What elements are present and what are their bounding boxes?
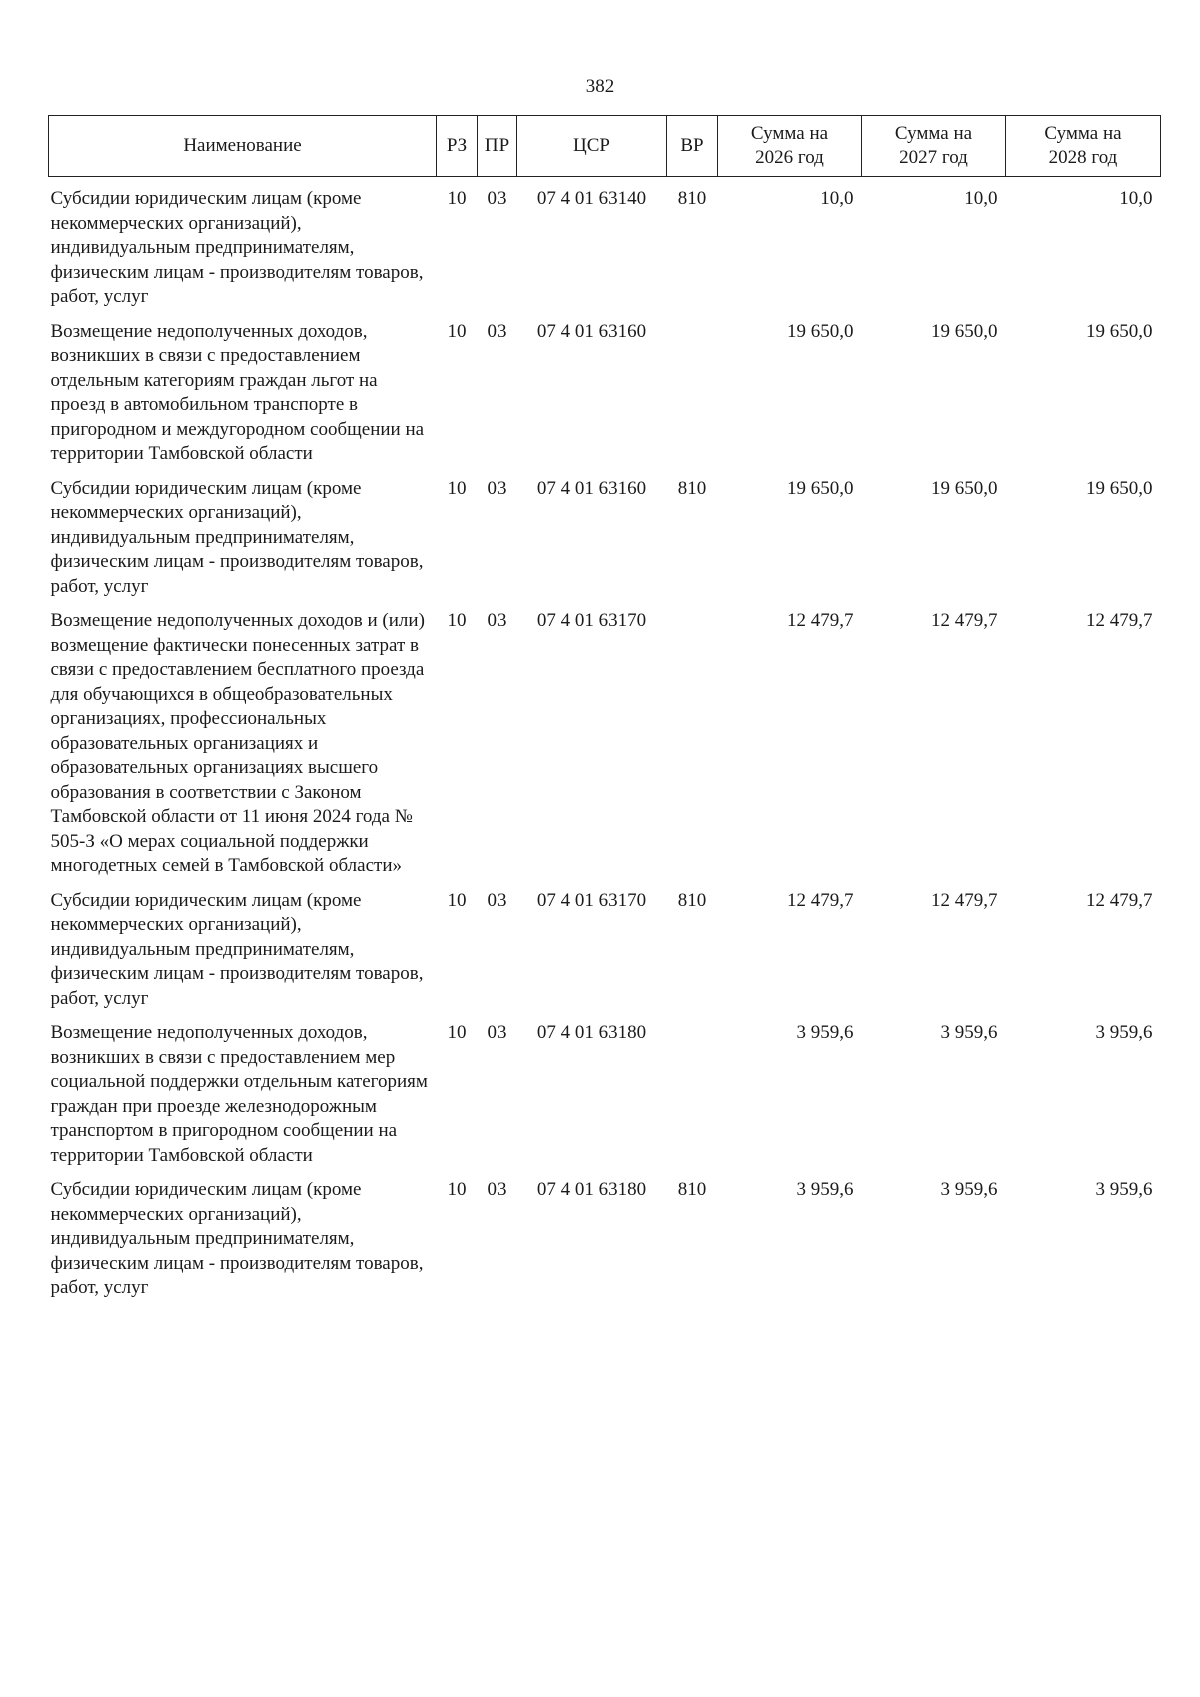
- row-pr: 03: [487, 610, 507, 631]
- row-csr: 07 4 01 63170: [536, 889, 647, 911]
- header-pr: ПР: [478, 116, 517, 177]
- row-pr: 03: [487, 477, 507, 499]
- page-number: 382: [585, 76, 615, 97]
- row-vr: 810: [677, 1179, 707, 1200]
- header-sum-2027-line1: Сумма на: [894, 123, 973, 144]
- row-rz: 10: [447, 1022, 467, 1043]
- row-csr: 07 4 01 63180: [536, 1022, 647, 1043]
- row-rz: 10: [447, 1179, 467, 1200]
- row-name: Возмещение недополученных доходов и (или) возмещение фактически понесенных затрат в связи с предоставлением бесплатного проезда для обучающихся в общеобразовательных организациях, профессиональных образовательных организациях и образовательных организациях высшего образования в соответствии с Законом Тамбовской области от 11 июня 2024 года № 505-З «О мерах социальной поддержки многодетных семей в Тамбовской области»: [50, 610, 425, 876]
- row-pr: 03: [487, 188, 507, 209]
- row-csr: 07 4 01 63180: [536, 1179, 647, 1200]
- row-vr: 810: [677, 889, 707, 911]
- row-sum-2028: 3 959,6: [1095, 1022, 1153, 1043]
- row-sum-2026: 3 959,6: [796, 1179, 854, 1200]
- header-sum-2027: [862, 116, 1006, 177]
- header-name: Наименование: [49, 116, 437, 177]
- table-row: [49, 310, 1161, 467]
- row-sum-2026: 12 479,7: [787, 610, 854, 631]
- budget-table: [48, 115, 1161, 1301]
- row-sum-2027: 3 959,6: [940, 1179, 998, 1200]
- row-pr: 03: [487, 320, 507, 342]
- row-sum-2026: 19 650,0: [787, 320, 854, 342]
- row-sum-2028: 12 479,7: [1086, 889, 1153, 911]
- row-pr: 03: [487, 889, 507, 911]
- table-row: [49, 1011, 1161, 1168]
- table-row: [49, 879, 1161, 1012]
- header-sum-2028: [1006, 116, 1161, 177]
- row-sum-2027: 3 959,6: [940, 1022, 998, 1043]
- row-rz: 10: [447, 188, 467, 209]
- row-vr: [667, 1011, 718, 1168]
- header-sum-2028-line2: 2028 год: [1048, 147, 1118, 168]
- row-sum-2028: 19 650,0: [1086, 477, 1153, 499]
- row-sum-2028: 12 479,7: [1086, 610, 1153, 631]
- table-row: [49, 599, 1161, 879]
- row-name: Возмещение недополученных доходов, возникших в связи с предоставлением мер социальной поддержки отдельным категориям граждан при проезде железнодорожным транспортом в пригородном сообщении на территории Тамбовской области: [50, 1022, 428, 1166]
- table-row: [49, 177, 1161, 310]
- row-rz: 10: [447, 477, 467, 499]
- row-csr: 07 4 01 63160: [536, 477, 647, 499]
- row-sum-2027: 12 479,7: [931, 610, 998, 631]
- row-csr: 07 4 01 63160: [536, 320, 647, 342]
- row-sum-2028: 3 959,6: [1095, 1179, 1153, 1200]
- row-name: Субсидии юридическим лицам (кроме некоммерческих организаций), индивидуальным предпринимателям, физическим лицам - производителям товаров, работ, услуг: [50, 477, 424, 597]
- row-sum-2026: 10,0: [820, 188, 854, 209]
- row-vr: 810: [677, 477, 707, 499]
- row-csr: 07 4 01 63140: [536, 188, 647, 209]
- row-name: Субсидии юридическим лицам (кроме некоммерческих организаций), индивидуальным предпринимателям, физическим лицам - производителям товаров, работ, услуг: [50, 889, 424, 1009]
- row-sum-2028: 19 650,0: [1086, 320, 1153, 342]
- header-sum-2027-line2: 2027 год: [899, 147, 968, 168]
- row-vr: [667, 310, 718, 467]
- table-header-row: [49, 116, 1161, 177]
- header-vr: ВР: [667, 116, 718, 177]
- header-sum-2028-line1: Сумма на: [1044, 123, 1122, 144]
- header-sum-2026: [718, 116, 862, 177]
- header-sum-2026-line1: Сумма на: [750, 123, 829, 144]
- row-rz: 10: [447, 889, 467, 911]
- row-sum-2026: 3 959,6: [796, 1022, 854, 1043]
- row-csr: 07 4 01 63170: [536, 610, 647, 631]
- row-sum-2027: 12 479,7: [931, 889, 998, 911]
- row-vr: [667, 599, 718, 879]
- row-sum-2026: 19 650,0: [787, 477, 854, 499]
- table-row: [49, 467, 1161, 600]
- row-name: Субсидии юридическим лицам (кроме некоммерческих организаций), индивидуальным предпринимателям, физическим лицам - производителям товаров, работ, услуг: [50, 1179, 424, 1298]
- header-csr: ЦСР: [517, 116, 667, 177]
- row-sum-2027: 19 650,0: [931, 320, 998, 342]
- row-pr: 03: [487, 1022, 507, 1043]
- row-sum-2027: 10,0: [964, 188, 998, 209]
- header-sum-2026-line2: 2026 год: [755, 147, 824, 168]
- row-sum-2026: 12 479,7: [787, 889, 854, 911]
- row-vr: 810: [677, 188, 707, 209]
- row-sum-2028: 10,0: [1119, 188, 1153, 209]
- row-name: Субсидии юридическим лицам (кроме некоммерческих организаций), индивидуальным предпринимателям, физическим лицам - производителям товаров, работ, услуг: [50, 188, 424, 307]
- row-rz: 10: [447, 320, 467, 342]
- row-rz: 10: [447, 610, 467, 631]
- table-row: [49, 1168, 1161, 1301]
- row-name: Возмещение недополученных доходов, возникших в связи с предоставлением отдельным категориям граждан льгот на проезд в автомобильном транспорте в пригородном и междугородном сообщении на территории Тамбовской области: [50, 320, 425, 464]
- row-pr: 03: [487, 1179, 507, 1200]
- row-sum-2027: 19 650,0: [931, 477, 998, 499]
- header-rz: РЗ: [437, 116, 478, 177]
